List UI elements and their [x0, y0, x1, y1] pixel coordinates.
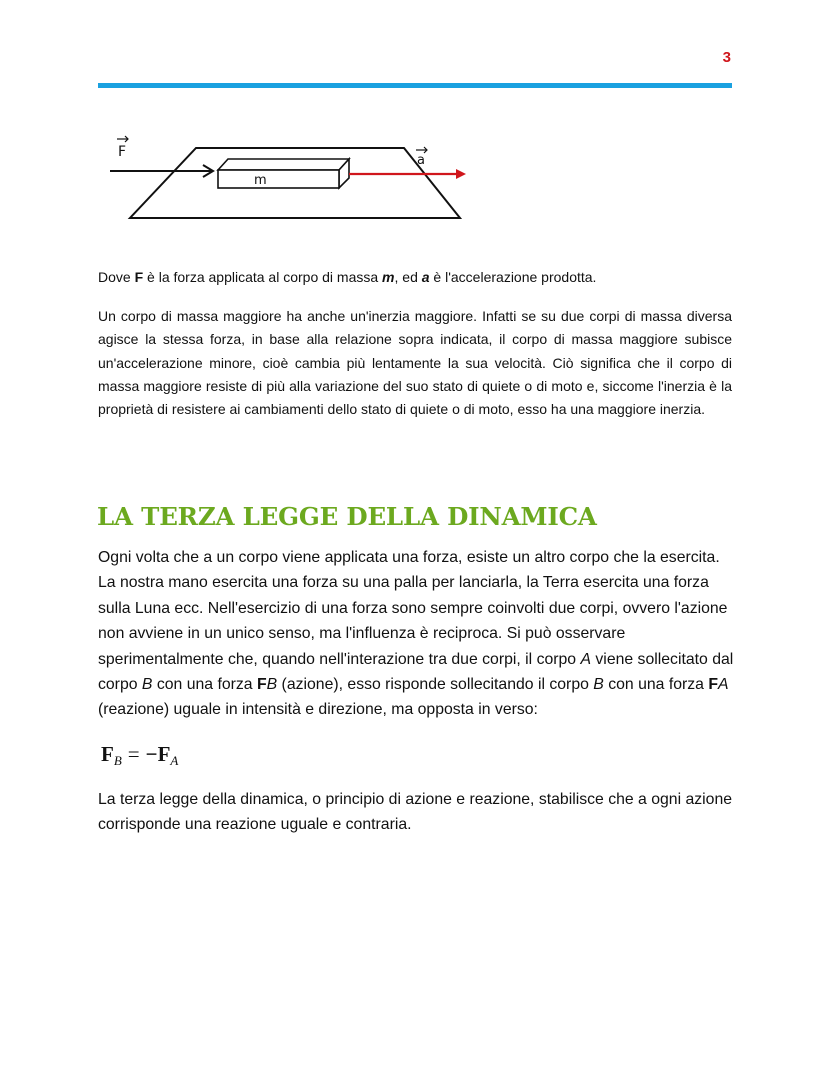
conclusion-paragraph: La terza legge della dinamica, o principio di azione e reazione, stabilisce che a ogni azione corrisponde una reazione uguale e contraria.	[98, 791, 733, 834]
mass-block-top	[218, 159, 349, 170]
acceleration-label: a	[417, 153, 425, 168]
mass-label: m	[254, 173, 267, 188]
acceleration-arrow-head	[456, 169, 466, 179]
page-number: 3	[722, 49, 731, 66]
section-title: LA TERZA LEGGE DELLA DINAMICA	[97, 502, 597, 531]
third-law-formula: FB = −FA	[101, 742, 179, 768]
third-law-paragraph: Ogni volta che a un corpo viene applicata una forza, esiste un altro corpo che la esercita. La nostra mano esercita una forza su una palla per lanciarla, la Terra esercita una forza sulla Luna ecc. Nell'esercizio di una forza sono sempre coinvolti due corpi, ovvero l'azione non avviene in un unico senso, ma l'influenza è reciproca. Si può osservare sperimentalmente che, quando nell'interazione tra due corpi, il corpo A viene sollecitato dal corpo B con una forza FB (azione), esso risponde sollecitando il corpo B con una forza FA (reazione) uguale in intensità e direzione, ma opposta in verso:	[98, 549, 734, 719]
inertia-paragraph: Un corpo di massa maggiore ha anche un'inerzia maggiore. Infatti se su due corpi di massa diversa agisce la stessa forza, in base alla relazione sopra indicata, il corpo di massa maggiore subisce un'accelerazione minore, cioè cambia più lentamente la sua velocità. Ciò significa che il corpo di massa maggiore resiste di più alla variazione del suo stato di quiete o di moto e, siccome l'inerzia è la proprietà di resistere ai cambiamenti dello stato di quiete o di moto, esso ha una maggiore inerzia.	[98, 308, 732, 418]
formula-caption: Dove F è la forza applicata al corpo di massa m, ed a è l'accelerazione prodotta.	[98, 269, 597, 285]
force-diagram	[104, 128, 474, 228]
header-rule	[98, 83, 732, 88]
force-label: F	[118, 144, 127, 160]
mass-block	[218, 170, 339, 188]
